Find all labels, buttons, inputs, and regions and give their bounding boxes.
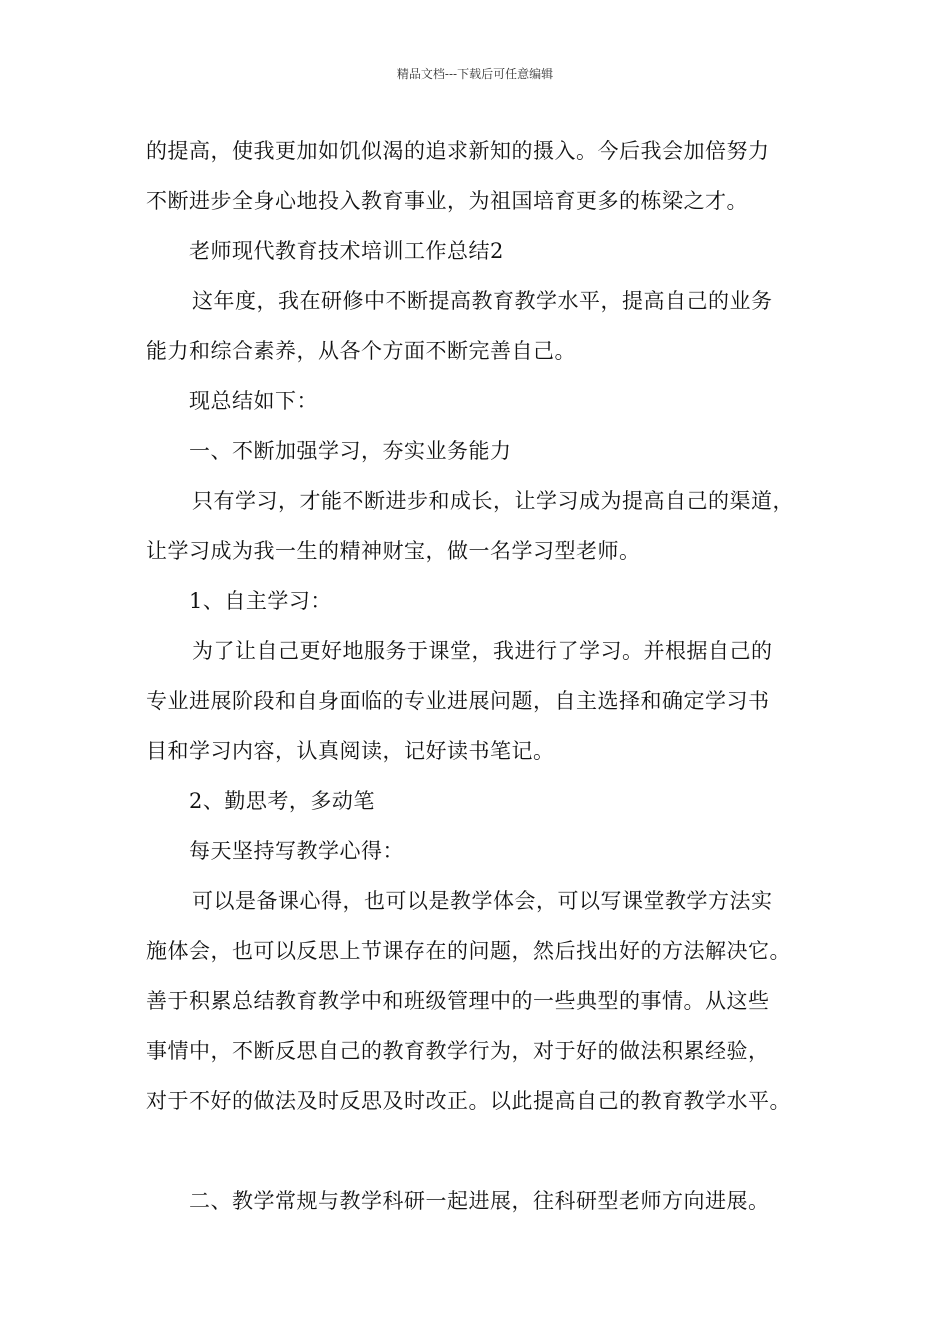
paragraph-line: 这年度，我在研修中不断提高教育教学水平，提高自己的业务 (192, 289, 773, 313)
paragraph-line: 能力和综合素养，从各个方面不断完善自己。 (146, 339, 576, 363)
heading-2: 二、教学常规与教学科研一起进展，往科研型老师方向进展。 (189, 1189, 770, 1213)
paragraph-line: 施体会，也可以反思上节课存在的问题，然后找出好的方法解决它。 (146, 939, 791, 963)
paragraph-line: 可以是备课心得，也可以是教学体会，可以写课堂教学方法实 (192, 889, 773, 913)
subheading-2: 2、勤思考，多动笔 (189, 789, 375, 813)
paragraph-line: 让学习成为我一生的精神财宝，做一名学习型老师。 (146, 539, 641, 563)
paragraph-line: 不断进步全身心地投入教育事业，为祖国培育更多的栋梁之才。 (146, 189, 748, 213)
paragraph-line: 对于不好的做法及时反思及时改正。以此提高自己的教育教学水平。 (146, 1089, 791, 1113)
page-header: 精品文档---下载后可任意编辑 (396, 67, 554, 81)
subheading-1: 1、自主学习： (189, 589, 332, 613)
paragraph-line: 为了让自己更好地服务于课堂，我进行了学习。并根据自己的 (192, 639, 773, 663)
paragraph-line: 每天坚持写教学心得： (189, 839, 404, 863)
paragraph-line: 的提高，使我更加如饥似渴的追求新知的摄入。今后我会加倍努力 (146, 139, 770, 163)
paragraph-line: 目和学习内容，认真阅读，记好读书笔记。 (146, 739, 555, 763)
paragraph-line: 专业进展阶段和自身面临的专业进展问题，自主选择和确定学习书 (146, 689, 770, 713)
section-title: 老师现代教育技术培训工作总结2 (189, 239, 504, 263)
heading-1: 一、不断加强学习，夯实业务能力 (189, 439, 512, 463)
paragraph-line: 事情中，不断反思自己的教育教学行为，对于好的做法积累经验， (146, 1039, 770, 1063)
paragraph-line: 只有学习，才能不断进步和成长，让学习成为提高自己的渠道， (192, 489, 794, 513)
paragraph-line: 现总结如下： (189, 389, 318, 413)
paragraph-line: 善于积累总结教育教学中和班级管理中的一些典型的事情。从这些 (146, 989, 770, 1013)
